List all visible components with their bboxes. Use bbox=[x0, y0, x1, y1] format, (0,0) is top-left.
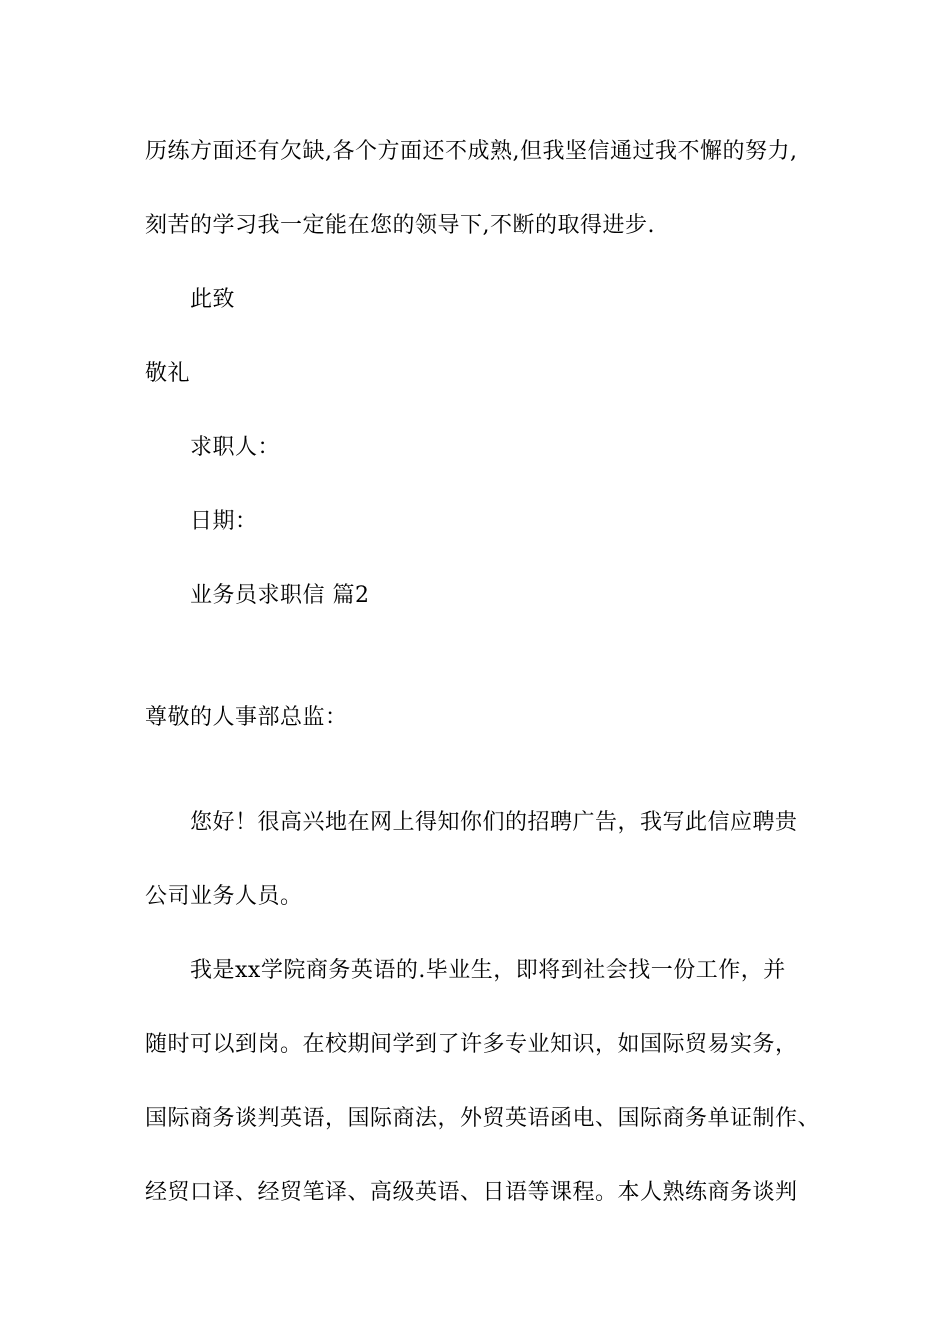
paragraph-line: 历练方面还有欠缺,各个方面还不成熟,但我坚信通过我不懈的努力, bbox=[145, 139, 798, 164]
section-heading: 业务员求职信 篇2 bbox=[190, 583, 370, 608]
paragraph-line: 随时可以到岗。在校期间学到了许多专业知识，如国际贸易实务， bbox=[145, 1032, 798, 1057]
paragraph-line: 经贸口译、经贸笔译、高级英语、日语等课程。本人熟练商务谈判 bbox=[145, 1180, 798, 1205]
closing-regards: 敬礼 bbox=[145, 361, 191, 386]
paragraph-line: 国际商务谈判英语，国际商法，外贸英语函电、国际商务单证制作、 bbox=[145, 1106, 821, 1131]
closing-salutation: 此致 bbox=[190, 287, 236, 312]
paragraph-line: 公司业务人员。 bbox=[145, 884, 303, 909]
applicant-label: 求职人： bbox=[190, 435, 281, 460]
paragraph-line: 您好！很高兴地在网上得知你们的招聘广告，我写此信应聘贵 bbox=[190, 810, 798, 835]
paragraph-line: 刻苦的学习我一定能在您的领导下,不断的取得进步. bbox=[145, 213, 655, 238]
paragraph-line: 我是xx学院商务英语的.毕业生，即将到社会找一份工作，并 bbox=[190, 958, 786, 983]
letter-greeting: 尊敬的人事部总监： bbox=[145, 705, 348, 730]
date-label: 日期： bbox=[190, 509, 258, 534]
